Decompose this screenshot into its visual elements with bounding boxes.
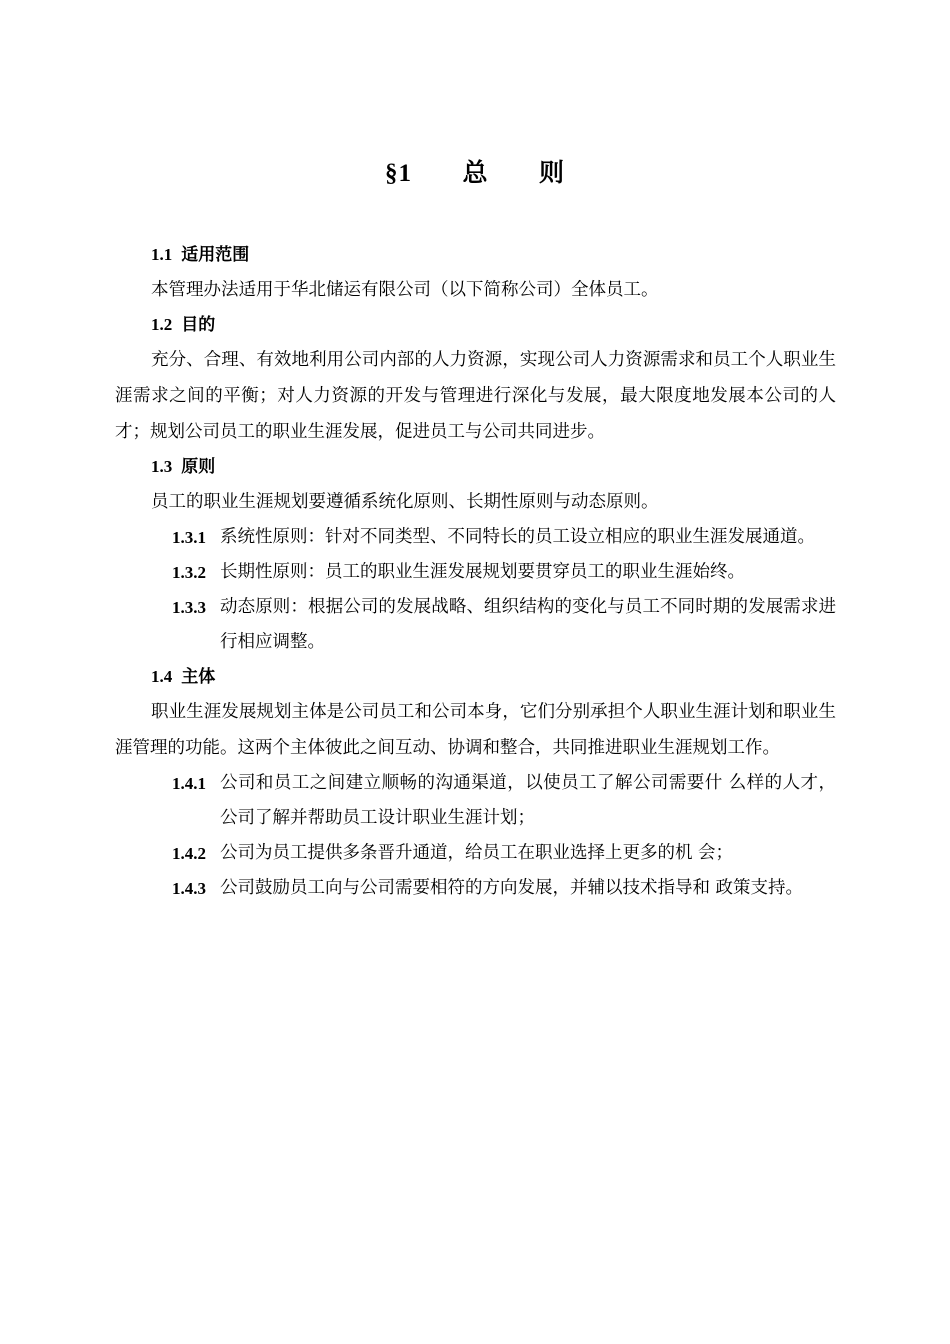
sub-item-number: 1.4.2 (172, 844, 206, 863)
paragraph-scope: 本管理办法适用于华北储运有限公司（以下简称公司）全体员工。 (151, 280, 659, 300)
sub-item-1-4-3 (115, 871, 836, 906)
paragraph-subject: 职业生涯发展规划主体是公司员工和公司本身，它们分别承担个人职业生涯计划和职业生涯管理的功能。这两个主体彼此之间互动、协调和整合，共同推进职业生涯规划工作。 (115, 702, 836, 758)
section-title: 适用范围 (181, 245, 250, 265)
paragraph-principles: 员工的职业生涯规划要遵循系统化原则、长期性原则与动态原则。 (151, 492, 659, 512)
chapter-title: §1 总 则 (384, 160, 565, 187)
sub-item-number: 1.3.3 (172, 598, 206, 617)
sub-item-text: 长期性原则：员工的职业生涯发展规划要贯穿员工的职业生涯始终。 (220, 562, 745, 582)
section-number: 1.4 (151, 667, 173, 686)
section-heading-scope (115, 238, 836, 272)
sub-item-1-3-1 (115, 520, 836, 555)
sub-item-1-4-2 (115, 836, 836, 871)
section-heading-purpose (115, 308, 836, 342)
sub-item-number: 1.4.3 (172, 879, 206, 898)
section-number: 1.1 (151, 245, 173, 264)
sub-item-number: 1.3.1 (172, 528, 206, 547)
sub-item-number: 1.4.1 (172, 774, 206, 793)
section-number: 1.3 (151, 457, 173, 476)
section-title: 主体 (181, 667, 216, 687)
sub-item-1-3-2 (115, 555, 836, 590)
sub-item-number: 1.3.2 (172, 563, 206, 582)
paragraph-purpose: 充分、合理、有效地利用公司内部的人力资源，实现公司人力资源需求和员工个人职业生涯需求之间的平衡；对人力资源的开发与管理进行深化与发展，最大限度地发展本公司的人才；规划公司员工的职业生涯发展，促进员工与公司共同进步。 (115, 350, 836, 442)
section-title: 原则 (181, 457, 216, 477)
sub-item-1-4-1 (115, 766, 836, 836)
sub-item-text: 系统性原则：针对不同类型、不同特长的员工设立相应的职业生涯发展通道。 (220, 527, 815, 547)
section-heading-subject (115, 660, 836, 694)
document-body (115, 238, 836, 906)
section-number: 1.2 (151, 315, 173, 334)
sub-item-1-3-3 (115, 590, 836, 660)
sub-item-text: 动态原则：根据公司的发展战略、组织结构的变化与员工不同时期的发展需求进行相应调整。 (220, 597, 836, 652)
section-title: 目的 (181, 315, 216, 335)
section-heading-principles (115, 450, 836, 484)
sub-item-text: 公司鼓励员工向与公司需要相符的方向发展，并辅以技术指导和 政策支持。 (220, 878, 804, 898)
sub-item-text: 公司为员工提供多条晋升通道，给员工在职业选择上更多的机 会； (220, 843, 734, 863)
sub-item-text: 公司和员工之间建立顺畅的沟通渠道，以使员工了解公司需要什 么样的人才，公司了解并帮助员工设计职业生涯计划； (220, 773, 836, 828)
